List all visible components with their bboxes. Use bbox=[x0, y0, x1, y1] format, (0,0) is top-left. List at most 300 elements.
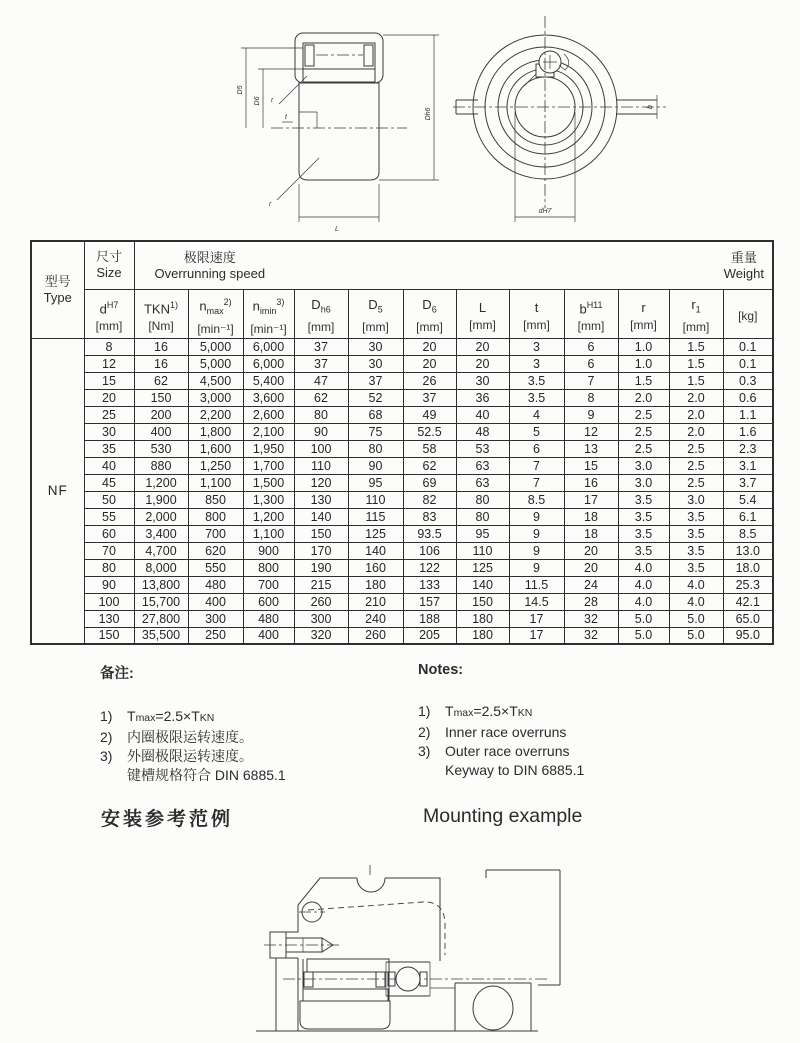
table-row bbox=[31, 457, 773, 474]
mounting-example-drawing bbox=[228, 855, 573, 1041]
type-header-en: Type bbox=[43, 289, 72, 305]
table-cell: 800 bbox=[243, 559, 294, 576]
table-cell: 5.0 bbox=[618, 627, 669, 644]
table-cell: 15,700 bbox=[134, 593, 188, 610]
note-item: 3) Outer race overruns bbox=[418, 743, 570, 759]
weight-header bbox=[724, 250, 764, 283]
table-cell: 110 bbox=[294, 457, 348, 474]
table-cell: 28 bbox=[564, 593, 618, 610]
table-cell: 125 bbox=[456, 559, 509, 576]
column-header: $D_6$ [mm] bbox=[403, 289, 456, 338]
table-cell: 3.5 bbox=[509, 389, 564, 406]
table-cell: 170 bbox=[294, 542, 348, 559]
table-cell: 210 bbox=[348, 593, 403, 610]
table-cell: 16 bbox=[134, 338, 188, 355]
table-cell: 80 bbox=[348, 440, 403, 457]
table-cell: 5 bbox=[509, 423, 564, 440]
table-cell: 110 bbox=[456, 542, 509, 559]
dim-label-keyway-b: b bbox=[647, 105, 654, 109]
note-item: 2) Inner race overruns bbox=[418, 724, 567, 740]
table-cell: 90 bbox=[84, 576, 134, 593]
table-cell: 9 bbox=[509, 525, 564, 542]
table-cell: 18 bbox=[564, 525, 618, 542]
column-header: [kg] bbox=[723, 289, 773, 338]
table-cell: 1,300 bbox=[243, 491, 294, 508]
column-header: $n_{max}^{2)}$ [min⁻¹] bbox=[188, 289, 243, 338]
table-cell: 16 bbox=[564, 474, 618, 491]
table-cell: 180 bbox=[456, 610, 509, 627]
table-cell: 2.0 bbox=[618, 389, 669, 406]
table-cell: 130 bbox=[294, 491, 348, 508]
table-cell: 2.5 bbox=[669, 457, 723, 474]
table-cell: 260 bbox=[294, 593, 348, 610]
table-cell: 15 bbox=[564, 457, 618, 474]
table-cell: 3.7 bbox=[723, 474, 773, 491]
table-cell: 65.0 bbox=[723, 610, 773, 627]
table-cell: 14.5 bbox=[509, 593, 564, 610]
table-cell: 100 bbox=[84, 593, 134, 610]
table-row bbox=[31, 423, 773, 440]
dim-label-r1: r bbox=[269, 201, 272, 208]
notes-en-list bbox=[418, 702, 728, 780]
note-item: 1) Tmax=2.5×TKN bbox=[418, 703, 533, 719]
table-cell: 700 bbox=[243, 576, 294, 593]
speed-header-cn: 极限速度 bbox=[183, 250, 236, 265]
note-item: Keyway to DIN 6885.1 bbox=[445, 762, 585, 778]
dim-label-t: t bbox=[285, 114, 287, 121]
column-header: $r_1$ [mm] bbox=[669, 289, 723, 338]
table-cell: 13.0 bbox=[723, 542, 773, 559]
table-cell: 320 bbox=[294, 627, 348, 644]
table-cell: 2.0 bbox=[669, 423, 723, 440]
table-cell: 6 bbox=[509, 440, 564, 457]
table-cell: 2.5 bbox=[618, 440, 669, 457]
table-cell: 180 bbox=[456, 627, 509, 644]
table-cell: 3.0 bbox=[618, 474, 669, 491]
table-cell: 62 bbox=[134, 372, 188, 389]
table-cell: 52 bbox=[348, 389, 403, 406]
table-cell: 200 bbox=[134, 406, 188, 423]
table-cell: 0.6 bbox=[723, 389, 773, 406]
table-cell: 5,000 bbox=[188, 355, 243, 372]
table-row bbox=[31, 372, 773, 389]
table-cell: 11.5 bbox=[509, 576, 564, 593]
table-cell: 18.0 bbox=[723, 559, 773, 576]
table-cell: 83 bbox=[403, 508, 456, 525]
table-cell: 26 bbox=[403, 372, 456, 389]
table-cell: 3 bbox=[509, 355, 564, 372]
table-cell: 3,400 bbox=[134, 525, 188, 542]
table-cell: 35,500 bbox=[134, 627, 188, 644]
table-cell: 27,800 bbox=[134, 610, 188, 627]
table-cell: 205 bbox=[403, 627, 456, 644]
table-row bbox=[31, 355, 773, 372]
table-cell: 620 bbox=[188, 542, 243, 559]
table-cell: 20 bbox=[403, 338, 456, 355]
table-cell: 12 bbox=[564, 423, 618, 440]
table-cell: 3.5 bbox=[669, 559, 723, 576]
table-cell: 130 bbox=[84, 610, 134, 627]
dim-label-d6: D6 bbox=[254, 96, 261, 106]
table-cell: 9 bbox=[509, 542, 564, 559]
mounting-title-en: Mounting example bbox=[423, 805, 583, 827]
table-cell: 2.0 bbox=[669, 406, 723, 423]
table-cell: 3.5 bbox=[669, 542, 723, 559]
table-cell: 850 bbox=[188, 491, 243, 508]
table-cell: 157 bbox=[403, 593, 456, 610]
table-cell: 2.5 bbox=[618, 423, 669, 440]
table-cell: 140 bbox=[456, 576, 509, 593]
table-cell: 2.5 bbox=[669, 440, 723, 457]
table-cell: 3.5 bbox=[669, 508, 723, 525]
table-cell: 95.0 bbox=[723, 627, 773, 644]
notes-cn bbox=[100, 662, 410, 785]
table-cell: 1.0 bbox=[618, 338, 669, 355]
table-cell: 900 bbox=[243, 542, 294, 559]
table-cell: 6 bbox=[564, 355, 618, 372]
table-cell: 240 bbox=[348, 610, 403, 627]
table-cell: 30 bbox=[348, 338, 403, 355]
table-cell: 1,200 bbox=[243, 508, 294, 525]
table-cell: 110 bbox=[348, 491, 403, 508]
table-cell: 190 bbox=[294, 559, 348, 576]
table-cell: 8.5 bbox=[509, 491, 564, 508]
table-cell: 3.5 bbox=[618, 508, 669, 525]
size-header-cn: 尺寸 bbox=[95, 249, 122, 264]
dim-label-r: r bbox=[271, 97, 274, 104]
table-cell: 1.1 bbox=[723, 406, 773, 423]
spec-table-wrap bbox=[30, 240, 774, 645]
table-cell: 1.5 bbox=[669, 355, 723, 372]
table-cell: 122 bbox=[403, 559, 456, 576]
table-cell: 82 bbox=[403, 491, 456, 508]
table-cell: 60 bbox=[84, 525, 134, 542]
table-cell: 80 bbox=[456, 491, 509, 508]
table-cell: 150 bbox=[134, 389, 188, 406]
table-cell: 4.0 bbox=[669, 576, 723, 593]
table-cell: 45 bbox=[84, 474, 134, 491]
table-cell: 3.0 bbox=[618, 457, 669, 474]
table-cell: 32 bbox=[564, 610, 618, 627]
table-cell: 25 bbox=[84, 406, 134, 423]
table-cell: 16 bbox=[134, 355, 188, 372]
table-row bbox=[31, 474, 773, 491]
table-cell: 17 bbox=[509, 610, 564, 627]
table-cell: 260 bbox=[348, 627, 403, 644]
table-cell: 62 bbox=[294, 389, 348, 406]
table-cell: 2,600 bbox=[243, 406, 294, 423]
table-row bbox=[31, 627, 773, 644]
table-cell: 4 bbox=[509, 406, 564, 423]
table-cell: 42.1 bbox=[723, 593, 773, 610]
table-cell: 95 bbox=[348, 474, 403, 491]
table-cell: 3 bbox=[509, 338, 564, 355]
table-cell: 5.0 bbox=[669, 610, 723, 627]
column-header: $d^{H7}$ [mm] bbox=[84, 289, 134, 338]
table-row bbox=[31, 525, 773, 542]
front-view-drawing bbox=[450, 12, 680, 230]
table-cell: 47 bbox=[294, 372, 348, 389]
notes-cn-title: 备注: bbox=[100, 666, 134, 682]
table-cell: 2.0 bbox=[669, 389, 723, 406]
table-cell: 15 bbox=[84, 372, 134, 389]
table-cell: 250 bbox=[188, 627, 243, 644]
table-cell: 40 bbox=[84, 457, 134, 474]
table-row bbox=[31, 542, 773, 559]
table-cell: 20 bbox=[456, 355, 509, 372]
table-row bbox=[31, 593, 773, 610]
table-row bbox=[31, 491, 773, 508]
table-cell: 5,000 bbox=[188, 338, 243, 355]
note-item: 3) 外圈极限运转速度。 bbox=[100, 748, 253, 764]
table-cell: 13 bbox=[564, 440, 618, 457]
table-cell: 30 bbox=[84, 423, 134, 440]
table-cell: 5.4 bbox=[723, 491, 773, 508]
table-cell: 120 bbox=[294, 474, 348, 491]
table-cell: 1,700 bbox=[243, 457, 294, 474]
table-cell: 63 bbox=[456, 474, 509, 491]
table-row bbox=[31, 440, 773, 457]
table-cell: 80 bbox=[84, 559, 134, 576]
unit-header-row bbox=[31, 289, 773, 338]
table-cell: 3.5 bbox=[669, 525, 723, 542]
table-cell: 2,100 bbox=[243, 423, 294, 440]
column-header: $D_5$ [mm] bbox=[348, 289, 403, 338]
table-cell: 58 bbox=[403, 440, 456, 457]
column-header: r [mm] bbox=[618, 289, 669, 338]
table-cell: 6,000 bbox=[243, 355, 294, 372]
table-cell: 9 bbox=[509, 559, 564, 576]
table-cell: 530 bbox=[134, 440, 188, 457]
table-cell: 35 bbox=[84, 440, 134, 457]
table-cell: 180 bbox=[348, 576, 403, 593]
table-cell: 6,000 bbox=[243, 338, 294, 355]
table-cell: 300 bbox=[188, 610, 243, 627]
table-row bbox=[31, 338, 773, 355]
table-cell: 550 bbox=[188, 559, 243, 576]
table-cell: 115 bbox=[348, 508, 403, 525]
column-header: L [mm] bbox=[456, 289, 509, 338]
notes-cn-list bbox=[100, 707, 410, 785]
table-cell: 1.5 bbox=[669, 338, 723, 355]
type-value-cell: NF bbox=[31, 338, 84, 644]
table-cell: 20 bbox=[84, 389, 134, 406]
table-cell: 62 bbox=[403, 457, 456, 474]
table-cell: 4.0 bbox=[618, 593, 669, 610]
table-cell: 140 bbox=[348, 542, 403, 559]
table-cell: 1,250 bbox=[188, 457, 243, 474]
type-column-header bbox=[31, 241, 84, 338]
table-cell: 69 bbox=[403, 474, 456, 491]
table-cell: 95 bbox=[456, 525, 509, 542]
table-row bbox=[31, 559, 773, 576]
table-cell: 20 bbox=[564, 542, 618, 559]
speed-header-en: Overrunning speed bbox=[154, 266, 266, 282]
table-cell: 30 bbox=[348, 355, 403, 372]
table-cell: 7 bbox=[509, 457, 564, 474]
table-cell: 5.0 bbox=[618, 610, 669, 627]
table-cell: 6 bbox=[564, 338, 618, 355]
table-cell: 5,400 bbox=[243, 372, 294, 389]
table-cell: 48 bbox=[456, 423, 509, 440]
table-cell: 3.5 bbox=[618, 542, 669, 559]
spec-table bbox=[30, 240, 774, 645]
table-cell: 63 bbox=[456, 457, 509, 474]
table-cell: 480 bbox=[243, 610, 294, 627]
table-cell: 106 bbox=[403, 542, 456, 559]
table-cell: 9 bbox=[564, 406, 618, 423]
table-cell: 5.0 bbox=[669, 627, 723, 644]
table-cell: 4,700 bbox=[134, 542, 188, 559]
note-item: 2) 内圈极限运转速度。 bbox=[100, 729, 253, 745]
table-cell: 68 bbox=[348, 406, 403, 423]
table-cell: 100 bbox=[294, 440, 348, 457]
weight-header-en: Weight bbox=[723, 266, 764, 282]
table-cell: 1.5 bbox=[618, 372, 669, 389]
table-cell: 3.5 bbox=[509, 372, 564, 389]
speed-header bbox=[155, 250, 266, 283]
table-cell: 90 bbox=[348, 457, 403, 474]
table-cell: 75 bbox=[348, 423, 403, 440]
column-header: $n_{imin}^{3)}$ [min⁻¹] bbox=[243, 289, 294, 338]
table-cell: 2,000 bbox=[134, 508, 188, 525]
spec-table-body bbox=[31, 338, 773, 644]
table-cell: 3,000 bbox=[188, 389, 243, 406]
table-cell: 188 bbox=[403, 610, 456, 627]
table-row bbox=[31, 576, 773, 593]
table-cell: 37 bbox=[403, 389, 456, 406]
table-cell: 1.0 bbox=[618, 355, 669, 372]
notes-en bbox=[418, 662, 728, 780]
table-cell: 13,800 bbox=[134, 576, 188, 593]
table-cell: 1,800 bbox=[188, 423, 243, 440]
size-header bbox=[84, 241, 134, 289]
table-cell: 1,200 bbox=[134, 474, 188, 491]
table-cell: 93.5 bbox=[403, 525, 456, 542]
table-cell: 49 bbox=[403, 406, 456, 423]
note-item: 1) Tmax=2.5×TKN bbox=[100, 708, 215, 724]
table-cell: 24 bbox=[564, 576, 618, 593]
dim-label-d5: D5 bbox=[237, 85, 244, 95]
table-cell: 1,900 bbox=[134, 491, 188, 508]
size-header-en: Size bbox=[96, 265, 122, 281]
table-cell: 150 bbox=[294, 525, 348, 542]
table-cell: 215 bbox=[294, 576, 348, 593]
table-cell: 8.5 bbox=[723, 525, 773, 542]
table-cell: 18 bbox=[564, 508, 618, 525]
dim-label-dh6: Dh6 bbox=[425, 107, 432, 121]
table-cell: 20 bbox=[456, 338, 509, 355]
table-cell: 1.6 bbox=[723, 423, 773, 440]
table-cell: 1.5 bbox=[669, 372, 723, 389]
column-header: $D_{h6}$ [mm] bbox=[294, 289, 348, 338]
table-cell: 25.3 bbox=[723, 576, 773, 593]
table-cell: 32 bbox=[564, 627, 618, 644]
table-cell: 20 bbox=[403, 355, 456, 372]
table-cell: 3.5 bbox=[618, 525, 669, 542]
table-cell: 150 bbox=[84, 627, 134, 644]
table-cell: 125 bbox=[348, 525, 403, 542]
table-cell: 50 bbox=[84, 491, 134, 508]
table-cell: 1,100 bbox=[188, 474, 243, 491]
table-cell: 2.5 bbox=[618, 406, 669, 423]
table-cell: 8 bbox=[564, 389, 618, 406]
dim-label-L: L bbox=[335, 226, 339, 233]
table-cell: 4,500 bbox=[188, 372, 243, 389]
weight-header-cn: 重量 bbox=[730, 250, 757, 265]
table-cell: 6.1 bbox=[723, 508, 773, 525]
table-cell: 3.0 bbox=[669, 491, 723, 508]
table-cell: 17 bbox=[509, 627, 564, 644]
table-cell: 52.5 bbox=[403, 423, 456, 440]
table-cell: 140 bbox=[294, 508, 348, 525]
table-row bbox=[31, 508, 773, 525]
table-cell: 37 bbox=[348, 372, 403, 389]
table-cell: 133 bbox=[403, 576, 456, 593]
table-cell: 55 bbox=[84, 508, 134, 525]
table-cell: 4.0 bbox=[669, 593, 723, 610]
table-cell: 480 bbox=[188, 576, 243, 593]
table-cell: 0.1 bbox=[723, 355, 773, 372]
mounting-title-cn: 安装参考范例 bbox=[101, 809, 234, 830]
column-header: $b^{H11}$ [mm] bbox=[564, 289, 618, 338]
section-view-drawing bbox=[233, 8, 448, 236]
table-cell: 40 bbox=[456, 406, 509, 423]
table-cell: 1,950 bbox=[243, 440, 294, 457]
table-cell: 400 bbox=[243, 627, 294, 644]
table-cell: 300 bbox=[294, 610, 348, 627]
table-cell: 37 bbox=[294, 338, 348, 355]
table-row bbox=[31, 406, 773, 423]
notes-en-title: Notes: bbox=[418, 662, 464, 678]
table-cell: 2.3 bbox=[723, 440, 773, 457]
table-cell: 9 bbox=[509, 508, 564, 525]
type-header-cn: 型号 bbox=[44, 273, 71, 289]
table-cell: 400 bbox=[134, 423, 188, 440]
table-cell: 70 bbox=[84, 542, 134, 559]
table-cell: 90 bbox=[294, 423, 348, 440]
table-cell: 2,200 bbox=[188, 406, 243, 423]
table-cell: 400 bbox=[188, 593, 243, 610]
note-item: 键槽规格符合 DIN 6885.1 bbox=[127, 767, 286, 783]
table-cell: 37 bbox=[294, 355, 348, 372]
table-cell: 800 bbox=[188, 508, 243, 525]
table-cell: 3.1 bbox=[723, 457, 773, 474]
table-cell: 20 bbox=[564, 559, 618, 576]
table-cell: 12 bbox=[84, 355, 134, 372]
table-cell: 30 bbox=[456, 372, 509, 389]
speed-weight-header bbox=[134, 241, 773, 289]
table-cell: 80 bbox=[294, 406, 348, 423]
table-row bbox=[31, 610, 773, 627]
column-header: t [mm] bbox=[509, 289, 564, 338]
table-cell: 3.5 bbox=[618, 491, 669, 508]
table-cell: 600 bbox=[243, 593, 294, 610]
table-cell: 17 bbox=[564, 491, 618, 508]
table-cell: 36 bbox=[456, 389, 509, 406]
table-cell: 2.5 bbox=[669, 474, 723, 491]
table-cell: 1,600 bbox=[188, 440, 243, 457]
table-cell: 4.0 bbox=[618, 576, 669, 593]
table-cell: 1,100 bbox=[243, 525, 294, 542]
table-cell: 160 bbox=[348, 559, 403, 576]
table-cell: 7 bbox=[509, 474, 564, 491]
table-cell: 0.3 bbox=[723, 372, 773, 389]
table-cell: 3,600 bbox=[243, 389, 294, 406]
dim-label-bore: dH7 bbox=[538, 208, 552, 215]
table-cell: 0.1 bbox=[723, 338, 773, 355]
table-cell: 150 bbox=[456, 593, 509, 610]
